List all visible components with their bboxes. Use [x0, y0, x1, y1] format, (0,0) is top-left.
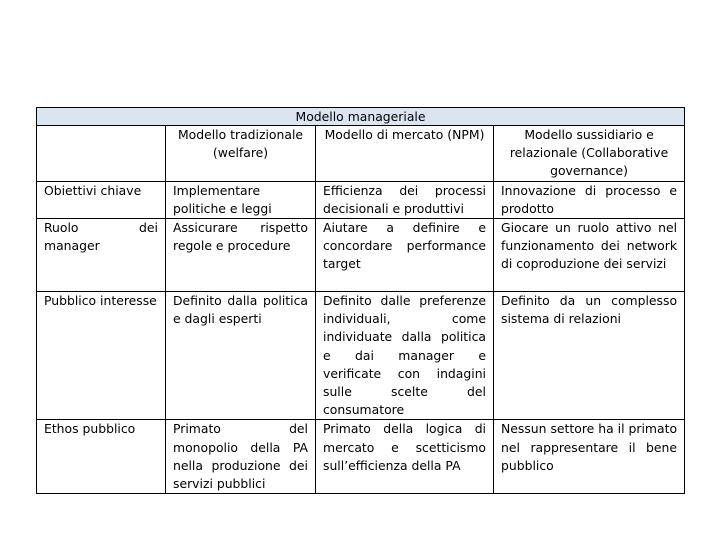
- table-cell: Primato del monopolio della PA nella produzione dei servizi pubblici: [166, 420, 316, 494]
- table-cell: Primato della logica di mercato e scetticismo sull’efficienza della PA: [316, 420, 494, 494]
- row-label-ethos: Ethos pubblico: [37, 420, 166, 494]
- table-cell: Definito da un complesso sistema di relazioni: [494, 292, 685, 420]
- column-header-row: [37, 126, 685, 182]
- row-label-ruolo: Ruolo dei manager: [37, 219, 166, 292]
- table-cell: Nessun settore ha il primato nel rappresentare il bene pubblico: [494, 420, 685, 494]
- table-row: [37, 420, 685, 494]
- table-cell: Innovazione di processo e prodotto: [494, 181, 685, 218]
- table-cell: Efficienza dei processi decisionali e produttivi: [316, 181, 494, 218]
- table-cell: Aiutare a definire e concordare performance target: [316, 219, 494, 292]
- table-row: [37, 292, 685, 420]
- table-title-row: [37, 108, 685, 126]
- column-header-tradizionale: Modello tradizionale (welfare): [166, 126, 316, 182]
- table-cell: Definito dalla politica e dagli esperti: [166, 292, 316, 420]
- table-row: [37, 219, 685, 292]
- row-label-pubblico: Pubblico interesse: [37, 292, 166, 420]
- table-cell: Definito dalle preferenze individuali, come individuate dalla politica e dai manager e verificate con indagini sulle scelte del consumatore: [316, 292, 494, 420]
- table-row: [37, 181, 685, 218]
- table-cell: Implementare politiche e leggi: [166, 181, 316, 218]
- column-header-mercato: Modello di mercato (NPM): [316, 126, 494, 182]
- table-cell: Giocare un ruolo attivo nel funzionamento dei network di coproduzione dei servizi: [494, 219, 685, 292]
- column-header-sussidiario: Modello sussidiario e relazionale (Collaborative governance): [494, 126, 685, 182]
- table-title: Modello manageriale: [37, 108, 685, 126]
- corner-cell: [37, 126, 166, 182]
- row-label-obiettivi: Obiettivi chiave: [37, 181, 166, 218]
- managerial-model-table: [36, 107, 685, 494]
- table-cell: Assicurare rispetto regole e procedure: [166, 219, 316, 292]
